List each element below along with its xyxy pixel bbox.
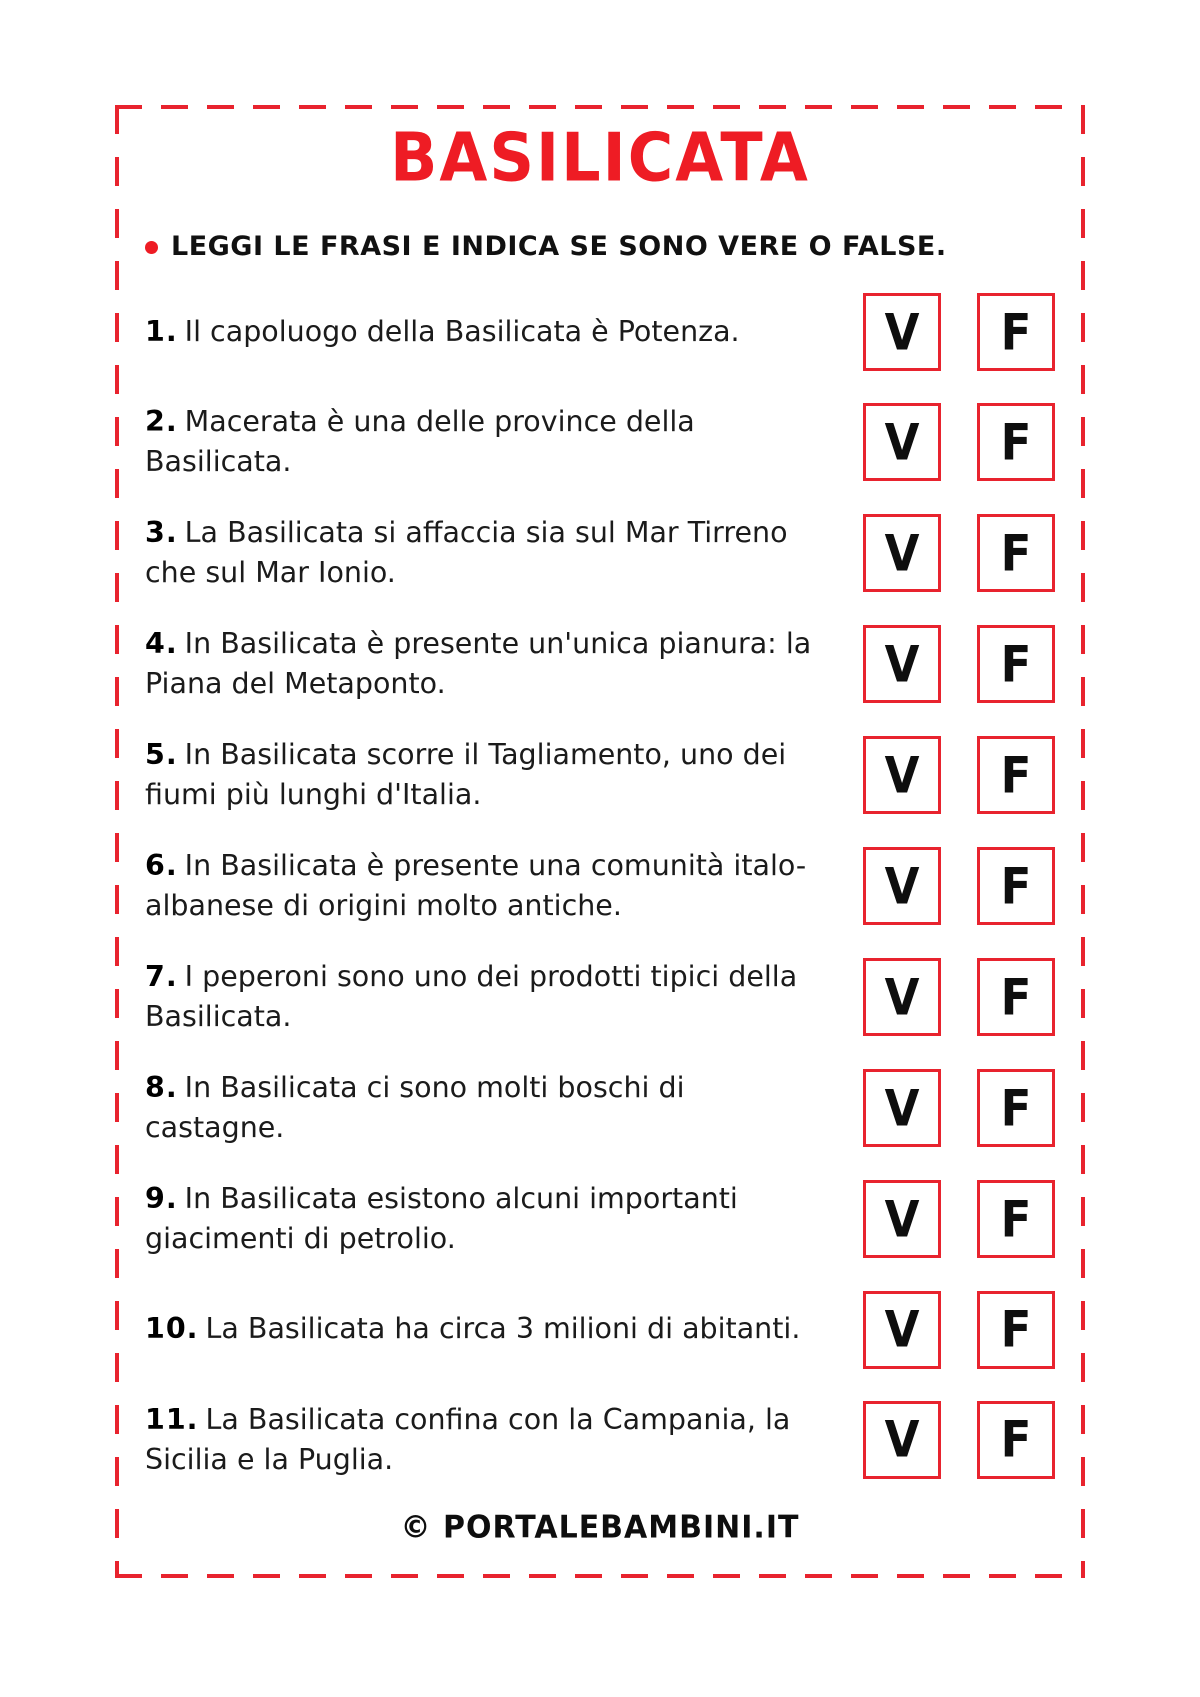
true-checkbox-q5[interactable] xyxy=(863,736,941,814)
f-label: F xyxy=(1000,302,1032,362)
question-number: 5. xyxy=(145,737,178,771)
true-checkbox-q9[interactable] xyxy=(863,1180,941,1258)
vf-boxes xyxy=(863,1401,1055,1479)
false-checkbox-q10[interactable] xyxy=(977,1291,1055,1369)
question-statement: La Basilicata confina con la Campania, la Sicilia e la Puglia. xyxy=(145,1402,791,1476)
question-number: 1. xyxy=(145,314,178,348)
question-text xyxy=(145,1309,823,1349)
question-number: 11. xyxy=(145,1402,199,1436)
bullet-icon xyxy=(145,241,158,254)
true-checkbox-q3[interactable] xyxy=(863,514,941,592)
question-row-1 xyxy=(145,292,1055,372)
question-statement: Macerata è una delle province della Basilicata. xyxy=(145,405,695,479)
f-label: F xyxy=(1000,1300,1032,1359)
vf-boxes xyxy=(863,958,1055,1036)
false-checkbox-q9[interactable] xyxy=(977,1180,1055,1258)
question-number: 10. xyxy=(145,1312,199,1346)
question-text xyxy=(145,1400,823,1481)
vf-boxes xyxy=(863,847,1055,925)
question-row-10 xyxy=(145,1290,1055,1370)
vf-boxes xyxy=(863,514,1055,592)
question-number: 6. xyxy=(145,848,178,882)
question-statement: La Basilicata ha circa 3 milioni di abitanti. xyxy=(205,1312,801,1346)
false-checkbox-q11[interactable] xyxy=(977,1401,1055,1479)
question-statement: Il capoluogo della Basilicata è Potenza. xyxy=(184,314,740,348)
vf-boxes xyxy=(863,403,1055,481)
question-statement: In Basilicata esistono alcuni importanti giacimenti di petrolio. xyxy=(145,1181,738,1256)
f-label: F xyxy=(1000,857,1032,916)
question-row-2 xyxy=(145,402,1055,483)
question-text xyxy=(145,312,823,352)
true-checkbox-q2[interactable] xyxy=(863,403,941,481)
v-label: V xyxy=(884,746,920,805)
true-checkbox-q8[interactable] xyxy=(863,1069,941,1147)
false-checkbox-q8[interactable] xyxy=(977,1069,1055,1147)
dashed-border-left xyxy=(115,105,119,1578)
question-statement: In Basilicata è presente una comunità italo-albanese di origini molto antiche. xyxy=(145,848,807,923)
question-row-6 xyxy=(145,846,1055,927)
instruction-text: LEGGI LE FRASI E INDICA SE SONO VERE O FALSE. xyxy=(171,231,947,262)
question-text xyxy=(145,402,823,483)
vf-boxes xyxy=(863,293,1055,371)
question-statement: In Basilicata scorre il Tagliamento, uno dei fiumi più lunghi d'Italia. xyxy=(145,737,787,812)
worksheet-content xyxy=(145,105,1055,1545)
v-label: V xyxy=(884,1410,920,1470)
question-statement: I peperoni sono uno dei prodotti tipici della Basilicata. xyxy=(145,959,798,1034)
v-label: V xyxy=(884,1078,920,1138)
true-checkbox-q6[interactable] xyxy=(863,847,941,925)
false-checkbox-q7[interactable] xyxy=(977,958,1055,1036)
f-label: F xyxy=(1000,524,1032,583)
true-checkbox-q1[interactable] xyxy=(863,293,941,371)
true-checkbox-q10[interactable] xyxy=(863,1291,941,1369)
questions-list xyxy=(145,292,1055,1480)
question-row-8 xyxy=(145,1068,1055,1149)
false-checkbox-q6[interactable] xyxy=(977,847,1055,925)
false-checkbox-q1[interactable] xyxy=(977,293,1055,371)
v-label: V xyxy=(884,857,920,916)
question-row-9 xyxy=(145,1179,1055,1260)
vf-boxes xyxy=(863,1291,1055,1369)
vf-boxes xyxy=(863,736,1055,814)
vf-boxes xyxy=(863,1180,1055,1258)
question-number: 4. xyxy=(145,626,178,660)
v-label: V xyxy=(884,413,920,472)
question-statement: In Basilicata ci sono molti boschi di castagne. xyxy=(145,1070,685,1145)
v-label: V xyxy=(884,302,920,362)
question-number: 9. xyxy=(145,1181,178,1215)
f-label: F xyxy=(1000,1189,1032,1249)
v-label: V xyxy=(884,524,920,583)
footer-credit: © PORTALEBAMBINI.IT xyxy=(400,1509,800,1547)
v-label: V xyxy=(884,968,920,1027)
f-label: F xyxy=(1000,635,1032,694)
vf-boxes xyxy=(863,1069,1055,1147)
question-row-5 xyxy=(145,735,1055,816)
question-text xyxy=(145,624,823,705)
question-text xyxy=(145,1068,823,1149)
false-checkbox-q4[interactable] xyxy=(977,625,1055,703)
instruction-row xyxy=(145,231,1055,262)
f-label: F xyxy=(1000,1078,1032,1138)
v-label: V xyxy=(884,635,920,694)
false-checkbox-q5[interactable] xyxy=(977,736,1055,814)
false-checkbox-q3[interactable] xyxy=(977,514,1055,592)
vf-boxes xyxy=(863,625,1055,703)
question-number: 2. xyxy=(145,405,178,438)
v-label: V xyxy=(884,1189,920,1249)
f-label: F xyxy=(1000,413,1032,472)
true-checkbox-q11[interactable] xyxy=(863,1401,941,1479)
question-number: 7. xyxy=(145,959,178,993)
f-label: F xyxy=(1000,746,1032,805)
question-number: 3. xyxy=(145,515,178,549)
question-statement: La Basilicata si affaccia sia sul Mar Tirreno che sul Mar Ionio. xyxy=(145,515,788,590)
f-label: F xyxy=(1000,968,1032,1027)
question-text xyxy=(145,1179,823,1260)
false-checkbox-q2[interactable] xyxy=(977,403,1055,481)
question-text xyxy=(145,846,823,927)
v-label: V xyxy=(884,1300,920,1359)
question-number: 8. xyxy=(145,1070,178,1104)
question-text xyxy=(145,957,823,1038)
question-row-7 xyxy=(145,957,1055,1038)
page-title: BASILICATA xyxy=(390,117,810,197)
dashed-border-bottom xyxy=(115,1574,1085,1578)
question-text xyxy=(145,513,823,594)
true-checkbox-q4[interactable] xyxy=(863,625,941,703)
question-statement: In Basilicata è presente un'unica pianura: la Piana del Metaponto. xyxy=(145,626,812,701)
true-checkbox-q7[interactable] xyxy=(863,958,941,1036)
question-text xyxy=(145,735,823,816)
question-row-11 xyxy=(145,1400,1055,1481)
question-row-3 xyxy=(145,513,1055,594)
f-label: F xyxy=(1000,1410,1032,1470)
question-row-4 xyxy=(145,624,1055,705)
dashed-border-right xyxy=(1081,105,1085,1578)
